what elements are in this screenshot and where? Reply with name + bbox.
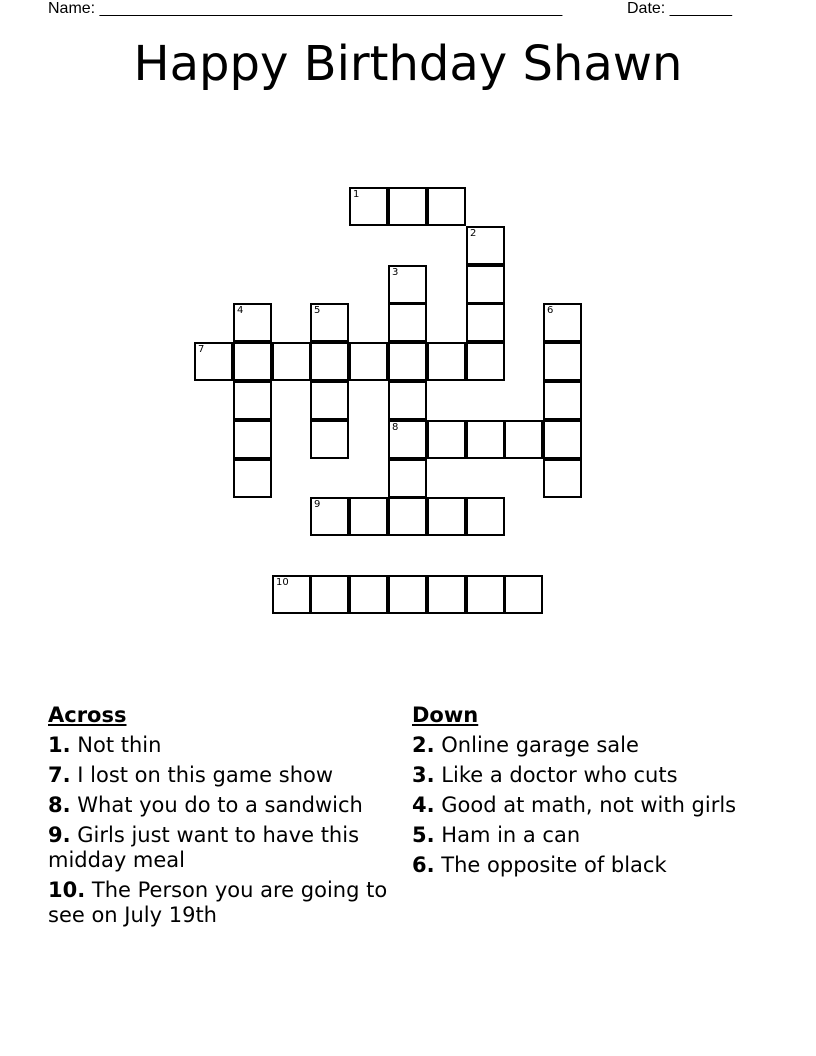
clue-text: What you do to a sandwich bbox=[77, 793, 363, 817]
clue-number-label: 2 bbox=[470, 228, 477, 239]
clue-number-label: 3 bbox=[392, 267, 399, 278]
crossword-cell[interactable] bbox=[504, 575, 543, 614]
crossword-cell[interactable] bbox=[543, 459, 582, 498]
crossword-cell[interactable] bbox=[233, 342, 272, 381]
crossword-cell[interactable] bbox=[466, 575, 505, 614]
clue-number-label: 6 bbox=[547, 305, 554, 316]
crossword-cell[interactable] bbox=[466, 342, 505, 381]
crossword-cell[interactable] bbox=[388, 265, 427, 304]
crossword-cell[interactable] bbox=[310, 381, 349, 420]
crossword-cell[interactable] bbox=[388, 381, 427, 420]
crossword-cell[interactable] bbox=[272, 342, 311, 381]
clue-number-label: 7 bbox=[198, 344, 205, 355]
clue-number: 3. bbox=[412, 763, 435, 787]
clue-text: Online garage sale bbox=[441, 733, 639, 757]
down-clue bbox=[412, 823, 752, 848]
crossword-cell[interactable] bbox=[388, 420, 427, 459]
crossword-cell[interactable] bbox=[349, 575, 388, 614]
clue-number: 8. bbox=[48, 793, 71, 817]
clue-number-label: 5 bbox=[314, 305, 321, 316]
crossword-cell[interactable] bbox=[388, 459, 427, 498]
crossword-cell[interactable] bbox=[466, 226, 505, 265]
clue-number-label: 9 bbox=[314, 499, 321, 510]
crossword-cell[interactable] bbox=[194, 342, 233, 381]
crossword-cell[interactable] bbox=[504, 420, 543, 459]
clue-text: Not thin bbox=[77, 733, 162, 757]
crossword-cell[interactable] bbox=[543, 420, 582, 459]
name-field-label: Name: ____________________________________________________ bbox=[48, 0, 563, 17]
crossword-cell[interactable] bbox=[349, 342, 388, 381]
crossword-cell[interactable] bbox=[349, 497, 388, 536]
crossword-cell[interactable] bbox=[466, 303, 505, 342]
crossword-cell[interactable] bbox=[388, 575, 427, 614]
crossword-cell[interactable] bbox=[233, 459, 272, 498]
across-clue bbox=[48, 823, 393, 873]
clue-number-label: 1 bbox=[353, 189, 360, 200]
crossword-cell[interactable] bbox=[233, 381, 272, 420]
clue-number-label: 8 bbox=[392, 422, 399, 433]
down-heading: Down bbox=[412, 703, 479, 727]
down-clue bbox=[412, 853, 752, 878]
crossword-cell[interactable] bbox=[466, 265, 505, 304]
clue-number: 9. bbox=[48, 823, 71, 847]
down-clue bbox=[412, 793, 752, 818]
clue-number: 2. bbox=[412, 733, 435, 757]
crossword-cell[interactable] bbox=[233, 420, 272, 459]
clue-text: Like a doctor who cuts bbox=[441, 763, 678, 787]
crossword-cell[interactable] bbox=[310, 342, 349, 381]
crossword-cell[interactable] bbox=[427, 420, 466, 459]
clue-number: 1. bbox=[48, 733, 71, 757]
clue-number-label: 10 bbox=[276, 577, 289, 588]
clue-text: Good at math, not with girls bbox=[441, 793, 737, 817]
across-clue bbox=[48, 763, 393, 788]
down-clues bbox=[412, 703, 752, 883]
crossword-cell[interactable] bbox=[388, 497, 427, 536]
clue-text: I lost on this game show bbox=[77, 763, 334, 787]
clue-text: Girls just want to have this midday meal bbox=[48, 823, 360, 872]
clue-text: The opposite of black bbox=[441, 853, 667, 877]
clue-number-label: 4 bbox=[237, 305, 244, 316]
page-title: Happy Birthday Shawn bbox=[133, 36, 683, 92]
clue-number: 5. bbox=[412, 823, 435, 847]
clue-number: 6. bbox=[412, 853, 435, 877]
crossword-cell[interactable] bbox=[310, 303, 349, 342]
across-clue bbox=[48, 878, 393, 928]
clue-number: 10. bbox=[48, 878, 86, 902]
down-clue bbox=[412, 733, 752, 758]
clue-text: Ham in a can bbox=[441, 823, 581, 847]
crossword-cell[interactable] bbox=[388, 187, 427, 226]
crossword-cell[interactable] bbox=[349, 187, 388, 226]
crossword-cell[interactable] bbox=[427, 187, 466, 226]
across-clues bbox=[48, 703, 393, 933]
crossword-cell[interactable] bbox=[388, 342, 427, 381]
crossword-cell[interactable] bbox=[427, 497, 466, 536]
crossword-cell[interactable] bbox=[466, 420, 505, 459]
crossword-cell[interactable] bbox=[310, 420, 349, 459]
crossword-cell[interactable] bbox=[233, 303, 272, 342]
clue-number: 7. bbox=[48, 763, 71, 787]
crossword-cell[interactable] bbox=[310, 575, 349, 614]
crossword-cell[interactable] bbox=[388, 303, 427, 342]
crossword-cell[interactable] bbox=[272, 575, 311, 614]
across-clue bbox=[48, 793, 393, 818]
crossword-cell[interactable] bbox=[466, 497, 505, 536]
across-clue bbox=[48, 733, 393, 758]
crossword-cell[interactable] bbox=[310, 497, 349, 536]
crossword-cell[interactable] bbox=[427, 575, 466, 614]
down-clue bbox=[412, 763, 752, 788]
crossword-cell[interactable] bbox=[543, 342, 582, 381]
crossword-cell[interactable] bbox=[543, 381, 582, 420]
across-heading: Across bbox=[48, 703, 127, 727]
crossword-cell[interactable] bbox=[427, 342, 466, 381]
clue-text: The Person you are going to see on July 19th bbox=[48, 878, 388, 927]
clue-number: 4. bbox=[412, 793, 435, 817]
date-field-label: Date: _______ bbox=[627, 0, 732, 17]
crossword-cell[interactable] bbox=[543, 303, 582, 342]
